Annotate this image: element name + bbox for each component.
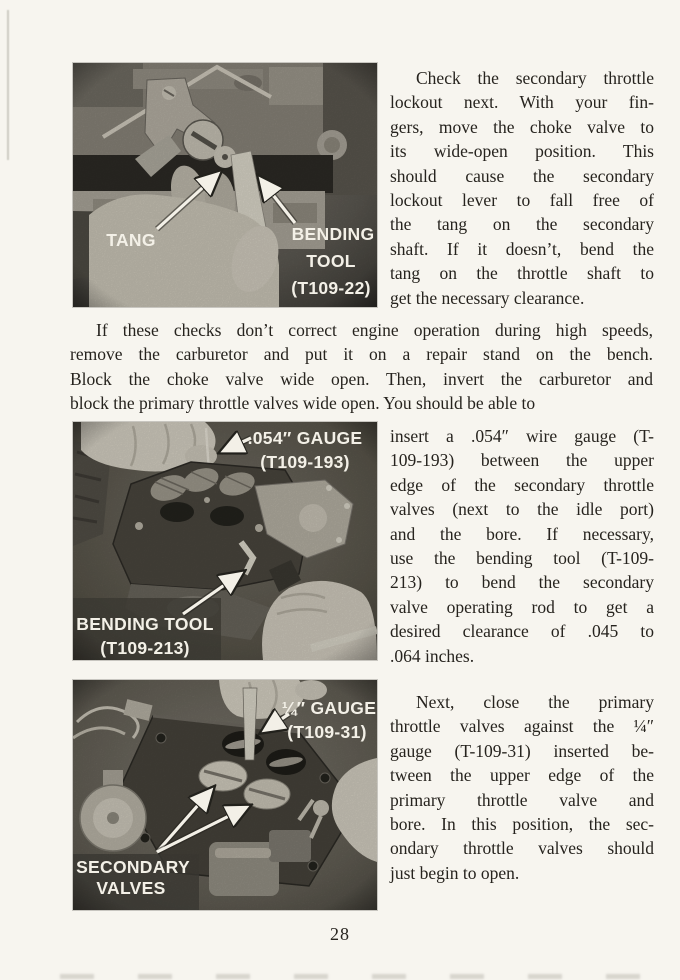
label-part-t109-213: (T109-213) [100, 638, 190, 658]
label-bending: BENDING [291, 224, 375, 244]
photo-secondary-valves [73, 680, 377, 910]
text-line: edge of the secondary throttle [390, 474, 654, 495]
text-line: gauge (T-109-31) inserted be- [390, 740, 654, 761]
text-line: 109-193) between the upper [390, 450, 654, 471]
text-line: insert a .054″ wire gauge (T- [390, 426, 654, 446]
label-quarter-gauge: ¼″ GAUGE [281, 698, 377, 718]
photo-secondary-valves-svg [73, 680, 377, 910]
text-line: .064 inches. [390, 645, 475, 666]
text-line: primary throttle valve and [390, 789, 654, 810]
text-line: get the necessary clearance. [390, 287, 585, 308]
text-line: desired clearance of .045 to [390, 621, 654, 642]
paragraph-close-primary [390, 690, 654, 885]
paragraph-insert-gauge [390, 424, 654, 668]
label-part-t109-31: (T109-31) [287, 722, 367, 742]
text-line: valves (next to the idle port) [390, 499, 654, 520]
text-line: If these checks don’t correct engine operation during high speeds, [96, 320, 653, 340]
label-valves: VALVES [96, 878, 166, 898]
scan-artifact-bottom [60, 974, 660, 979]
label-part-t109-22: (T109-22) [291, 278, 371, 298]
text-line: valve operating rod to get a [390, 596, 654, 617]
photo-054-gauge [73, 422, 377, 660]
label-tool: TOOL [306, 251, 356, 271]
text-line: shaft. If it doesn’t, bend the [390, 238, 654, 259]
text-line: Block the choke valve wide open. Then, invert the carburetor and [70, 368, 653, 389]
text-line: lockout next. With your fin- [390, 92, 654, 113]
text-line: throttle valves against the ¼″ [390, 716, 654, 737]
scan-artifact-left [7, 10, 9, 160]
page-number: 28 [330, 924, 350, 944]
text-line: remove the carburetor and put it on a repair stand on the bench. [70, 344, 653, 365]
label-secondary: SECONDARY [76, 857, 190, 877]
text-line: and the bore. If necessary, [390, 523, 654, 544]
text-line: just begin to open. [390, 862, 520, 883]
text-line: ondary throttle valves should [390, 838, 654, 859]
photo-054-gauge-svg [73, 422, 377, 660]
text-line: block the primary throttle valves wide open. You should be able to [70, 393, 536, 414]
photo-tang-bending-tool-svg [73, 63, 377, 307]
text-line: lockout lever to fall free of [390, 189, 654, 210]
text-line: the tang on the secondary [390, 214, 654, 235]
text-line: gers, move the choke valve to [390, 116, 654, 137]
text-line: tween the upper edge of the [390, 765, 654, 786]
text-line: tang on the throttle shaft to [390, 263, 654, 284]
label-054-gauge: .054″ GAUGE [247, 428, 363, 448]
paragraph-bench-checks [70, 318, 653, 416]
text-line: Check the secondary throttle [416, 68, 654, 88]
text-line: should cause the secondary [390, 165, 654, 186]
text-line: its wide-open position. This [390, 141, 654, 162]
photo-tang-bending-tool [73, 63, 377, 307]
label-bending-tool: BENDING TOOL [76, 614, 214, 634]
label-tang: TANG [106, 230, 156, 250]
text-line: bore. In this position, the sec- [390, 813, 654, 834]
label-part-t109-193: (T109-193) [260, 452, 350, 472]
paragraph-check-lockout [390, 66, 654, 310]
text-line: Next, close the primary [416, 692, 654, 712]
text-line: 213) to bend the secondary [390, 572, 654, 593]
text-line: use the bending tool (T-109- [390, 547, 654, 568]
